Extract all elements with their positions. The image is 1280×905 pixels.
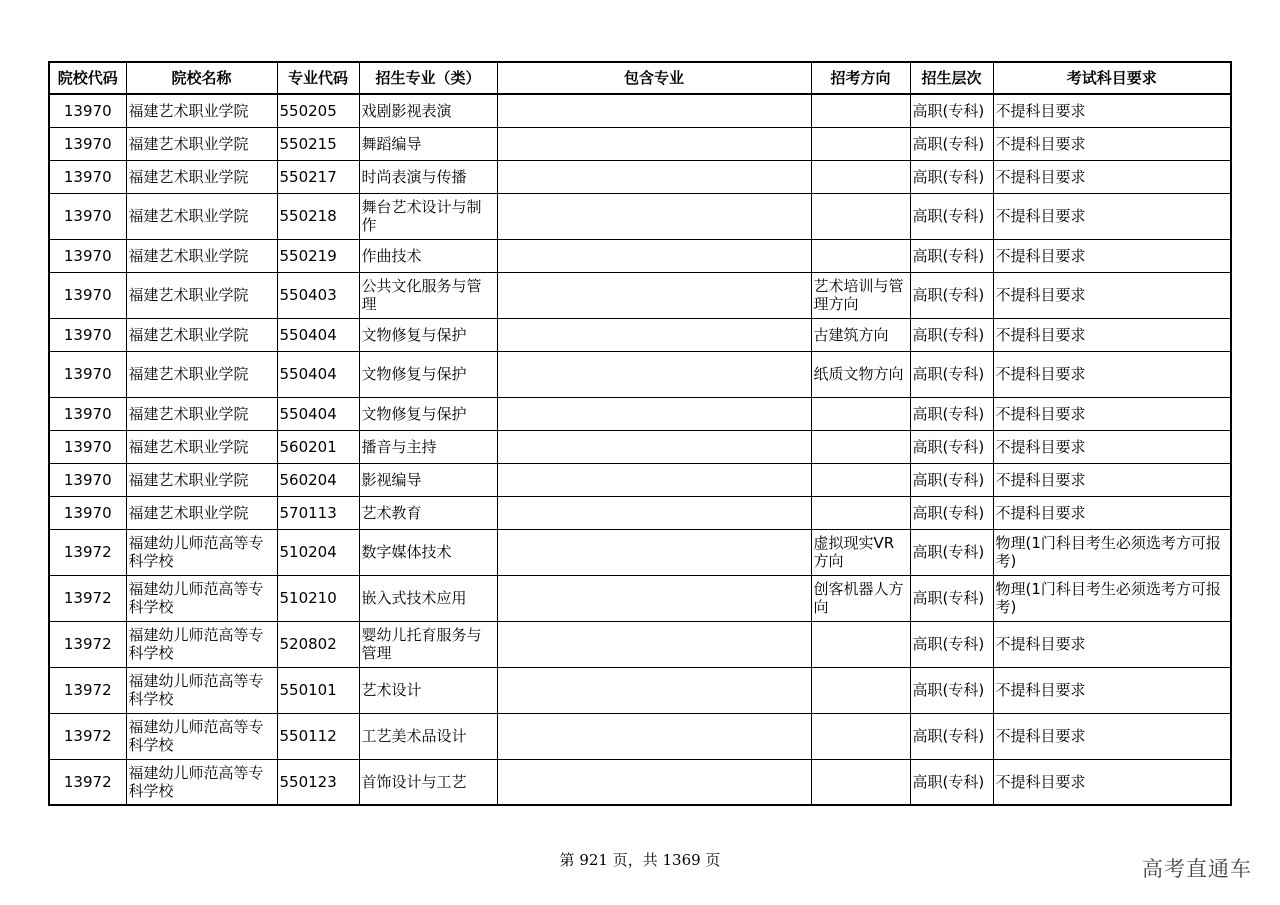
level-cell: 高职(专科)	[910, 239, 993, 272]
direction-cell	[811, 621, 910, 667]
included-majors-cell	[497, 759, 811, 805]
included-majors-cell	[497, 529, 811, 575]
major-code-cell: 550219	[277, 239, 359, 272]
requirement-cell: 不提科目要求	[993, 759, 1231, 805]
header-included-majors: 包含专业	[497, 62, 811, 94]
major-cell: 文物修复与保护	[359, 318, 497, 351]
level-cell: 高职(专科)	[910, 463, 993, 496]
table-row	[49, 463, 1231, 496]
level-cell: 高职(专科)	[910, 318, 993, 351]
school-name-cell: 福建艺术职业学院	[126, 397, 277, 430]
major-cell: 时尚表演与传播	[359, 160, 497, 193]
school-code-cell: 13970	[49, 239, 126, 272]
level-cell: 高职(专科)	[910, 430, 993, 463]
direction-cell: 创客机器人方向	[811, 575, 910, 621]
major-cell: 戏剧影视表演	[359, 94, 497, 127]
school-code-cell: 13970	[49, 318, 126, 351]
major-code-cell: 550217	[277, 160, 359, 193]
table-row	[49, 397, 1231, 430]
direction-cell: 古建筑方向	[811, 318, 910, 351]
direction-cell	[811, 127, 910, 160]
table-row	[49, 430, 1231, 463]
major-code-cell: 550218	[277, 193, 359, 239]
school-code-cell: 13972	[49, 667, 126, 713]
header-level: 招生层次	[910, 62, 993, 94]
level-cell: 高职(专科)	[910, 160, 993, 193]
requirement-cell: 不提科目要求	[993, 496, 1231, 529]
header-major: 招生专业（类）	[359, 62, 497, 94]
level-cell: 高职(专科)	[910, 529, 993, 575]
included-majors-cell	[497, 496, 811, 529]
table-row	[49, 529, 1231, 575]
table-row	[49, 759, 1231, 805]
included-majors-cell	[497, 713, 811, 759]
major-cell: 影视编导	[359, 463, 497, 496]
requirement-cell: 不提科目要求	[993, 318, 1231, 351]
major-cell: 播音与主持	[359, 430, 497, 463]
major-code-cell: 510210	[277, 575, 359, 621]
level-cell: 高职(专科)	[910, 397, 993, 430]
school-code-cell: 13970	[49, 127, 126, 160]
header-school-code: 院校代码	[49, 62, 126, 94]
direction-cell: 纸质文物方向	[811, 351, 910, 397]
table-row	[49, 160, 1231, 193]
table-body	[49, 94, 1231, 805]
school-name-cell: 福建幼儿师范高等专科学校	[126, 621, 277, 667]
requirement-cell: 物理(1门科目考生必须选考方可报考)	[993, 575, 1231, 621]
direction-cell	[811, 496, 910, 529]
major-code-cell: 560201	[277, 430, 359, 463]
major-code-cell: 550112	[277, 713, 359, 759]
level-cell: 高职(专科)	[910, 759, 993, 805]
school-name-cell: 福建艺术职业学院	[126, 94, 277, 127]
included-majors-cell	[497, 127, 811, 160]
school-name-cell: 福建艺术职业学院	[126, 463, 277, 496]
major-cell: 艺术教育	[359, 496, 497, 529]
level-cell: 高职(专科)	[910, 496, 993, 529]
table-row	[49, 351, 1231, 397]
requirement-cell: 不提科目要求	[993, 351, 1231, 397]
table-row	[49, 496, 1231, 529]
included-majors-cell	[497, 160, 811, 193]
school-name-cell: 福建幼儿师范高等专科学校	[126, 759, 277, 805]
level-cell: 高职(专科)	[910, 127, 993, 160]
major-code-cell: 560204	[277, 463, 359, 496]
table-row	[49, 667, 1231, 713]
header-school-name: 院校名称	[126, 62, 277, 94]
major-code-cell: 550205	[277, 94, 359, 127]
major-cell: 嵌入式技术应用	[359, 575, 497, 621]
major-cell: 数字媒体技术	[359, 529, 497, 575]
included-majors-cell	[497, 430, 811, 463]
school-code-cell: 13970	[49, 351, 126, 397]
major-cell: 文物修复与保护	[359, 397, 497, 430]
major-cell: 文物修复与保护	[359, 351, 497, 397]
requirement-cell: 物理(1门科目考生必须选考方可报考)	[993, 529, 1231, 575]
header-requirement: 考试科目要求	[993, 62, 1231, 94]
major-cell: 首饰设计与工艺	[359, 759, 497, 805]
school-name-cell: 福建艺术职业学院	[126, 496, 277, 529]
school-code-cell: 13970	[49, 496, 126, 529]
level-cell: 高职(专科)	[910, 94, 993, 127]
major-cell: 艺术设计	[359, 667, 497, 713]
included-majors-cell	[497, 463, 811, 496]
requirement-cell: 不提科目要求	[993, 713, 1231, 759]
school-name-cell: 福建幼儿师范高等专科学校	[126, 529, 277, 575]
table-row	[49, 127, 1231, 160]
major-code-cell: 570113	[277, 496, 359, 529]
direction-cell	[811, 759, 910, 805]
school-name-cell: 福建艺术职业学院	[126, 239, 277, 272]
school-code-cell: 13972	[49, 529, 126, 575]
school-code-cell: 13972	[49, 759, 126, 805]
requirement-cell: 不提科目要求	[993, 272, 1231, 318]
level-cell: 高职(专科)	[910, 272, 993, 318]
school-code-cell: 13970	[49, 94, 126, 127]
school-name-cell: 福建幼儿师范高等专科学校	[126, 713, 277, 759]
major-code-cell: 550404	[277, 318, 359, 351]
level-cell: 高职(专科)	[910, 575, 993, 621]
school-code-cell: 13970	[49, 193, 126, 239]
level-cell: 高职(专科)	[910, 667, 993, 713]
major-code-cell: 550404	[277, 397, 359, 430]
requirement-cell: 不提科目要求	[993, 397, 1231, 430]
direction-cell	[811, 430, 910, 463]
level-cell: 高职(专科)	[910, 621, 993, 667]
school-code-cell: 13970	[49, 430, 126, 463]
school-name-cell: 福建艺术职业学院	[126, 193, 277, 239]
table-header	[49, 62, 1231, 94]
requirement-cell: 不提科目要求	[993, 160, 1231, 193]
included-majors-cell	[497, 193, 811, 239]
school-name-cell: 福建幼儿师范高等专科学校	[126, 575, 277, 621]
direction-cell	[811, 463, 910, 496]
school-code-cell: 13972	[49, 621, 126, 667]
school-code-cell: 13972	[49, 713, 126, 759]
requirement-cell: 不提科目要求	[993, 193, 1231, 239]
requirement-cell: 不提科目要求	[993, 463, 1231, 496]
included-majors-cell	[497, 575, 811, 621]
major-cell: 婴幼儿托育服务与管理	[359, 621, 497, 667]
major-code-cell: 520802	[277, 621, 359, 667]
requirement-cell: 不提科目要求	[993, 239, 1231, 272]
table-row	[49, 713, 1231, 759]
direction-cell	[811, 667, 910, 713]
header-direction: 招考方向	[811, 62, 910, 94]
included-majors-cell	[497, 667, 811, 713]
school-code-cell: 13970	[49, 397, 126, 430]
included-majors-cell	[497, 621, 811, 667]
school-code-cell: 13970	[49, 272, 126, 318]
school-name-cell: 福建艺术职业学院	[126, 318, 277, 351]
level-cell: 高职(专科)	[910, 713, 993, 759]
requirement-cell: 不提科目要求	[993, 621, 1231, 667]
included-majors-cell	[497, 272, 811, 318]
direction-cell: 艺术培训与管理方向	[811, 272, 910, 318]
enrollment-table	[48, 61, 1232, 806]
included-majors-cell	[497, 397, 811, 430]
major-cell: 公共文化服务与管理	[359, 272, 497, 318]
header-major-code: 专业代码	[277, 62, 359, 94]
table-row	[49, 239, 1231, 272]
direction-cell	[811, 397, 910, 430]
direction-cell	[811, 160, 910, 193]
school-name-cell: 福建艺术职业学院	[126, 127, 277, 160]
included-majors-cell	[497, 94, 811, 127]
major-cell: 作曲技术	[359, 239, 497, 272]
school-name-cell: 福建艺术职业学院	[126, 272, 277, 318]
major-code-cell: 550215	[277, 127, 359, 160]
direction-cell	[811, 193, 910, 239]
table-row	[49, 272, 1231, 318]
table-row	[49, 94, 1231, 127]
school-name-cell: 福建幼儿师范高等专科学校	[126, 667, 277, 713]
table-row	[49, 193, 1231, 239]
school-name-cell: 福建艺术职业学院	[126, 160, 277, 193]
direction-cell: 虚拟现实VR方向	[811, 529, 910, 575]
direction-cell	[811, 94, 910, 127]
major-code-cell: 550123	[277, 759, 359, 805]
school-code-cell: 13970	[49, 463, 126, 496]
major-cell: 工艺美术品设计	[359, 713, 497, 759]
page-footer: 第 921 页，共 1369 页	[559, 851, 721, 869]
requirement-cell: 不提科目要求	[993, 430, 1231, 463]
school-name-cell: 福建艺术职业学院	[126, 430, 277, 463]
table-row	[49, 575, 1231, 621]
table-row	[49, 621, 1231, 667]
major-cell: 舞蹈编导	[359, 127, 497, 160]
included-majors-cell	[497, 351, 811, 397]
watermark: 高考直通车	[1142, 857, 1252, 881]
direction-cell	[811, 713, 910, 759]
major-code-cell: 550101	[277, 667, 359, 713]
table-row	[49, 318, 1231, 351]
requirement-cell: 不提科目要求	[993, 667, 1231, 713]
major-code-cell: 550403	[277, 272, 359, 318]
level-cell: 高职(专科)	[910, 193, 993, 239]
level-cell: 高职(专科)	[910, 351, 993, 397]
requirement-cell: 不提科目要求	[993, 127, 1231, 160]
direction-cell	[811, 239, 910, 272]
school-code-cell: 13970	[49, 160, 126, 193]
major-cell: 舞台艺术设计与制作	[359, 193, 497, 239]
included-majors-cell	[497, 239, 811, 272]
school-code-cell: 13972	[49, 575, 126, 621]
school-name-cell: 福建艺术职业学院	[126, 351, 277, 397]
requirement-cell: 不提科目要求	[993, 94, 1231, 127]
major-code-cell: 550404	[277, 351, 359, 397]
included-majors-cell	[497, 318, 811, 351]
major-code-cell: 510204	[277, 529, 359, 575]
